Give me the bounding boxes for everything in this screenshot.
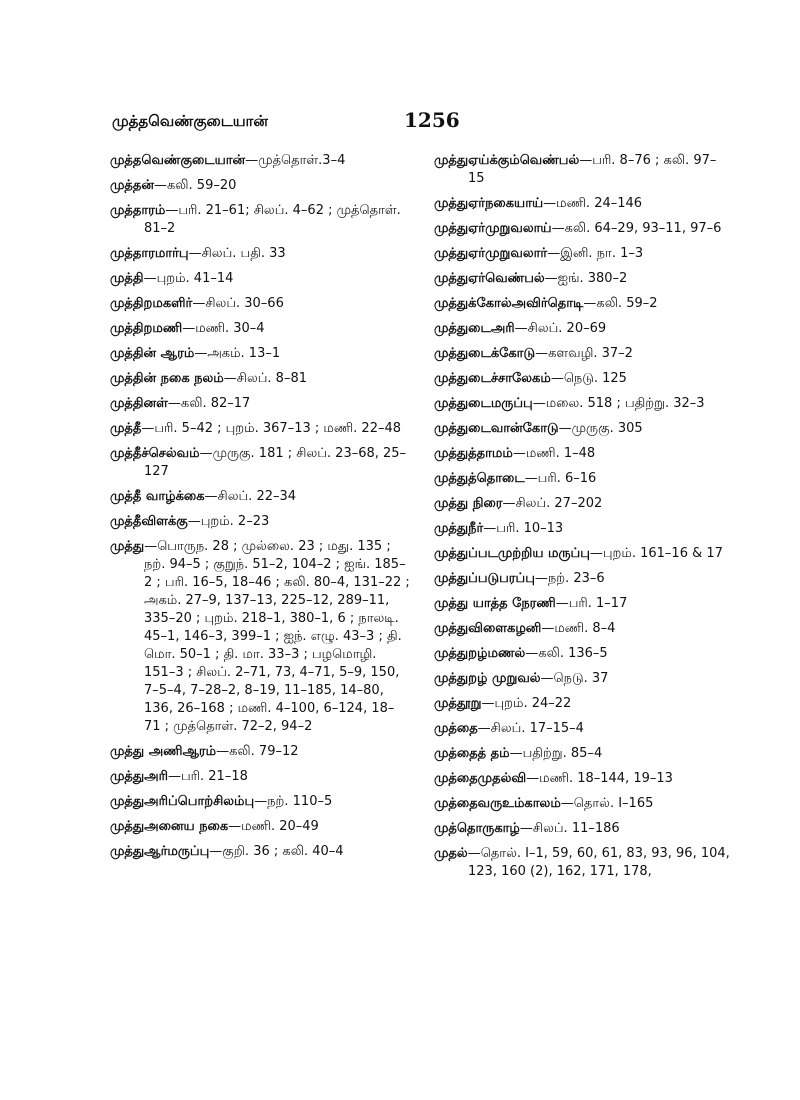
entry-headword: முதல் <box>434 846 468 861</box>
entry-references: —நற். 23–6 <box>534 571 605 586</box>
entry-headword: முத்தீச்செல்வம் <box>110 446 200 461</box>
entry-references: —இனி. நா. 1–3 <box>547 246 644 261</box>
index-entry <box>110 370 410 388</box>
index-entry <box>434 320 730 338</box>
entry-references: —சிலப். 11–186 <box>519 821 620 836</box>
index-entry <box>110 743 410 761</box>
entry-headword: முத்தி <box>110 271 144 286</box>
index-entry <box>110 395 410 413</box>
index-entry <box>110 295 410 313</box>
entry-references: —பரி. 6–16 <box>524 471 597 486</box>
entry-references: —மணி. 24–146 <box>543 196 643 211</box>
index-entry <box>434 370 730 388</box>
index-entry <box>110 818 410 836</box>
entry-references: —நெடு. 37 <box>540 671 609 686</box>
entry-headword: முத்துஅரி <box>110 769 168 784</box>
index-entry <box>434 670 730 688</box>
entry-headword: முத்துப்படுபரப்பு <box>434 571 535 586</box>
entry-headword: முத்தாரமார்பு <box>110 246 189 261</box>
index-entry <box>110 270 410 288</box>
entry-references: —கலி. 64–29, 93–11, 97–6 <box>551 221 722 236</box>
entry-references: —பொருந. 28 ; முல்லை. 23 ; மது. 135 ; நற். 94–5 ; குறுந். 51–2, 104–2 ; ஐங். 185–2 ; பரி. 16–5, 18–46 ; கலி. 80–4, 131–22 ; அகம். 27–9, 137–13, 225–12, 289–11, 335–20 ; புறம். 218–1, 380–1, 6 ; நாலடி. 45–1, 146–3, 399–1 ; ஐந். எழு. 43–3 ; தி. மொ. 50–1 ; தி. மா. 33–3 ; பழமொழி. 151–3 ; சிலப். 2–71, 73, 4–71, 5–9, 150, 7–5–4, 7–28–2, 8–19, 11–185, 14–80, 136, 26–168 ; மணி. 4–100, 6–124, 18–71 ; முத்தொள். 72–2, 94–2 <box>144 539 410 734</box>
entry-references: —அகம். 13–1 <box>194 346 281 361</box>
index-entry <box>110 768 410 786</box>
index-entry <box>434 695 730 713</box>
entry-references: —பரி. 21–61; சிலப். 4–62 ; முத்தொள். 81–2 <box>144 203 401 236</box>
entry-references: —சிலப். 27–202 <box>502 496 603 511</box>
entry-references: —குறி. 36 ; கலி. 40–4 <box>209 844 344 859</box>
entry-headword: முத்துடைஅரி <box>434 321 515 336</box>
entry-references: —புறம். 161–16 & 17 <box>589 546 723 561</box>
index-entry <box>110 488 410 506</box>
index-entry <box>110 177 410 195</box>
entry-headword: முத்தீவிளக்கு <box>110 514 188 529</box>
entry-references: —புறம். 41–14 <box>143 271 234 286</box>
index-entry <box>434 420 730 438</box>
entry-headword: முத்தைத் தம் <box>434 746 510 761</box>
entry-references: —சிலப். 30–66 <box>192 296 284 311</box>
index-entry <box>434 520 730 538</box>
entry-headword: முத்தின் ஆரம் <box>110 346 195 361</box>
index-entry <box>434 220 730 238</box>
index-entry <box>110 152 410 170</box>
entry-headword: முத்துடைச்சாலேகம் <box>434 371 551 386</box>
index-entry <box>434 570 730 588</box>
entry-references: —மணி. 18–144, 19–13 <box>526 771 673 786</box>
index-entry <box>110 793 410 811</box>
index-entry <box>434 620 730 638</box>
entry-headword: முத்தின் நகை நலம் <box>110 371 224 386</box>
entry-references: —பரி. 1–17 <box>555 596 628 611</box>
entry-references: —தொல். I–165 <box>560 796 654 811</box>
index-entry <box>434 820 730 838</box>
entry-references: —முருகு. 305 <box>558 421 643 436</box>
index-entry <box>434 645 730 663</box>
index-entry <box>434 245 730 263</box>
entry-references: —சிலப். 22–34 <box>204 489 297 504</box>
index-entry <box>434 445 730 463</box>
entry-references: —பரி. 5–42 ; புறம். 367–13 ; மணி. 22–48 <box>141 421 402 436</box>
index-entry <box>110 345 410 363</box>
entry-headword: முத்துஅரிப்பொற்சிலம்பு <box>110 794 255 809</box>
entry-headword: முத்திறமணி <box>110 321 183 336</box>
index-entry <box>434 295 730 313</box>
entry-references: —கலி. 136–5 <box>525 646 608 661</box>
entry-headword: முத்துஏர்முறுவலார் <box>434 246 548 261</box>
index-entry <box>110 320 410 338</box>
entry-references: —மணி. 20–49 <box>228 819 319 834</box>
running-head: முத்தவெண்குடையான் <box>112 112 268 130</box>
index-entry <box>434 595 730 613</box>
entry-headword: முத்துஏர்வெண்பல் <box>434 271 545 286</box>
entry-headword: முத்துக்கோல்அவிர்தொடி <box>434 296 584 311</box>
left-column <box>110 152 410 868</box>
entry-headword: முத்தாரம் <box>110 203 166 218</box>
entry-headword: முத்துறழ் முறுவல் <box>434 671 541 686</box>
entry-references: —கலி. 79–12 <box>216 744 299 759</box>
entry-headword: முத்துடைக்கோடு <box>434 346 536 361</box>
entry-headword: முத்துஏர்நகையாய் <box>434 196 544 211</box>
entry-headword: முத்துத்தொடை <box>434 471 525 486</box>
index-entry <box>434 270 730 288</box>
index-entry <box>434 845 730 881</box>
index-entry <box>434 195 730 213</box>
entry-headword: முத்துஏய்க்கும்வெண்பல் <box>434 153 580 168</box>
entry-references: —முருகு. 181 ; சிலப். 23–68, 25–127 <box>144 446 407 479</box>
entry-references: —பரி. 8–76 ; கலி. 97–15 <box>468 153 717 186</box>
entry-references: —சிலப். 20–69 <box>514 321 607 336</box>
index-entry <box>110 445 410 481</box>
entry-headword: முத்தூறு <box>434 696 482 711</box>
entry-references: —சிலப். 8–81 <box>223 371 307 386</box>
entry-headword: முத்துத்தாமம் <box>434 446 513 461</box>
entry-headword: முத்தைமுதல்வி <box>434 771 527 786</box>
entry-references: —புறம். 24–22 <box>481 696 572 711</box>
entry-headword: முத்துப்படமுற்றிய மருப்பு <box>434 546 590 561</box>
entry-references: —கலி. 59–20 <box>153 178 237 193</box>
index-entry <box>110 513 410 531</box>
entry-references: —பரி. 21–18 <box>167 769 248 784</box>
entry-references: —பதிற்று. 85–4 <box>509 746 603 761</box>
entry-references: —புறம். 2–23 <box>187 514 270 529</box>
entry-headword: முத்தீ <box>110 421 142 436</box>
entry-headword: முத்து <box>110 539 145 554</box>
index-entry <box>434 720 730 738</box>
entry-headword: முத்தைவருஉம்காலம் <box>434 796 561 811</box>
entry-headword: முத்துறழ்மணல் <box>434 646 526 661</box>
entry-references: —சிலப். 17–15–4 <box>477 721 584 736</box>
entry-references: —களவழி. 37–2 <box>535 346 633 361</box>
index-entry <box>434 395 730 413</box>
index-entry <box>110 202 410 238</box>
index-entry <box>434 795 730 813</box>
index-entry <box>434 745 730 763</box>
entry-headword: முத்துநீர் <box>434 521 484 536</box>
entry-references: —மணி. 1–48 <box>512 446 596 461</box>
entry-headword: முத்தை <box>434 721 478 736</box>
entry-references: —ஐங். 380–2 <box>544 271 628 286</box>
entry-references: —கலி. 59–2 <box>583 296 658 311</box>
entry-headword: முத்துடைமருப்பு <box>434 396 533 411</box>
entry-headword: முத்தன் <box>110 178 154 193</box>
entry-headword: முத்து யாத்த நேரணி <box>434 596 556 611</box>
entry-references: —தொல். I–1, 59, 60, 61, 83, 93, 96, 104, 123, 160 (2), 162, 171, 178, <box>467 846 730 879</box>
entry-references: —நெடு. 125 <box>550 371 627 386</box>
entry-headword: முத்துஅனைய நகை <box>110 819 229 834</box>
index-entry <box>110 538 410 736</box>
page-header <box>112 108 688 142</box>
entry-headword: முத்தொருகாழ் <box>434 821 520 836</box>
entry-headword: முத்திறமகளிர் <box>110 296 193 311</box>
entry-references: —மணி. 30–4 <box>182 321 265 336</box>
entry-headword: முத்தினள் <box>110 396 168 411</box>
entry-references: —மலை. 518 ; பதிற்று. 32–3 <box>532 396 705 411</box>
entry-headword: முத்துஆர்மருப்பு <box>110 844 210 859</box>
entry-headword: முத்தீ வாழ்க்கை <box>110 489 205 504</box>
index-entry <box>434 495 730 513</box>
entry-references: —மணி. 8–4 <box>541 621 616 636</box>
entry-headword: முத்து நிரை <box>434 496 503 511</box>
index-entry <box>434 470 730 488</box>
entry-references: —பரி. 10–13 <box>483 521 564 536</box>
entry-headword: முத்து அணிஆரம் <box>110 744 217 759</box>
entry-references: —கலி. 82–17 <box>167 396 251 411</box>
index-entry <box>434 770 730 788</box>
page-number: 1256 <box>404 108 460 132</box>
entry-references: —சிலப். பதி. 33 <box>188 246 286 261</box>
index-entry <box>434 152 730 188</box>
index-entry <box>110 843 410 861</box>
entry-references: —முத்தொள்.3–4 <box>245 153 346 168</box>
entry-references: —நற். 110–5 <box>254 794 333 809</box>
index-entry <box>434 345 730 363</box>
index-entry <box>434 545 730 563</box>
entry-headword: முத்துஏர்முறுவலாய் <box>434 221 552 236</box>
entry-headword: முத்துடைவான்கோடு <box>434 421 559 436</box>
index-entry <box>110 245 410 263</box>
index-entry <box>110 420 410 438</box>
right-column <box>434 152 730 888</box>
entry-headword: முத்துவிளைகழனி <box>434 621 542 636</box>
entry-headword: முத்தவெண்குடையான் <box>110 153 246 168</box>
